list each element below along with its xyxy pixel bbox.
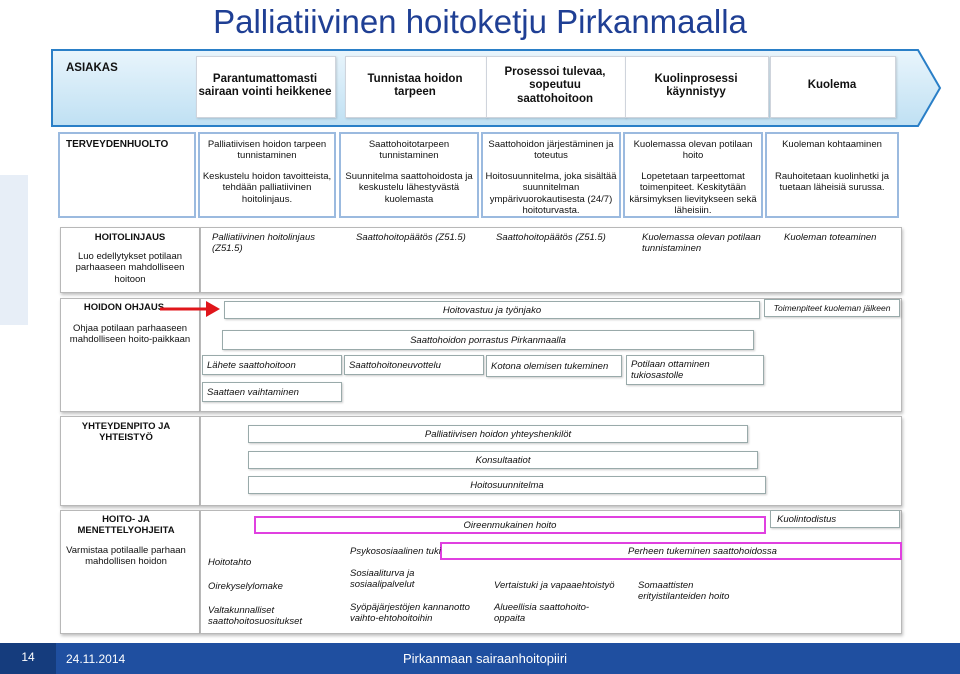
kotona-bar: Kotona olemisen tukeminen — [486, 355, 622, 377]
asiakas-stage-1: Parantumattomasti sairaan vointi heikkenee — [198, 72, 332, 98]
hoitolinjaus-item-2: Saattohoitopäätös (Z51.5) — [356, 232, 466, 243]
yhteydenpito-label: YHTEYDENPITO JA YHTEISTYÖ — [81, 421, 171, 444]
oireenmukainen-label: Oireenmukainen hoito — [463, 520, 557, 531]
hoitolinjaus-item-1: Palliatiivinen hoitolinjaus (Z51.5) — [212, 232, 315, 255]
terveydenhuolto-heading-2: Saattohoitotarpeen tunnistaminen — [368, 139, 450, 162]
hoitolinjaus-item-5: Kuoleman toteaminen — [784, 232, 877, 243]
terveydenhuolto-heading-1: Palliatiivisen hoidon tarpeen tunnistaminen — [207, 139, 327, 162]
terveydenhuolto-label: TERVEYDENHUOLTO — [66, 139, 169, 150]
asiakas-label: ASIAKAS — [66, 62, 118, 74]
asiakas-stage-3: Prosessoi tulevaa, sopeutuu saattohoitoon — [504, 66, 606, 105]
terveydenhuolto-heading-3: Saattohoidon järjestäminen ja toteutus — [488, 139, 614, 162]
terveydenhuolto-text-5: Rauhoitetaan kuolinhetki ja tuetaan läheisiä surussa. — [774, 171, 890, 194]
menetelmat-col1-3: Valtakunnalliset saattohoitosuositukset — [208, 605, 303, 628]
terveydenhuolto-heading-5: Kuoleman kohtaaminen — [782, 139, 882, 150]
menetelmat-col2-1: Psykososiaalinen tuki — [350, 546, 441, 557]
perheen-label: Perheen tukeminen saattohoidossa — [628, 546, 777, 557]
yhteyshenkilot-bar: Palliatiivisen hoidon yhteyshenkilöt — [248, 425, 748, 443]
terveydenhuolto-heading-4: Kuolemassa olevan potilaan hoito — [633, 139, 753, 162]
menetelmat-col3-1: Vertaistuki ja vapaaehtoistyö — [494, 580, 615, 591]
side-decoration — [0, 175, 28, 325]
menetelmat-col4-1: Somaattisten erityistilanteiden hoito — [638, 580, 730, 603]
porrastus-bar: Saattohoidon porrastus Pirkanmaalla — [222, 330, 754, 350]
hoidon-ohjaus-desc: Ohjaa potilaan parhaaseen mahdolliseen hoito-paikkaan — [69, 323, 191, 346]
lahete-bar: Lähete saattohoitoon — [202, 355, 342, 375]
hoitolinjaus-label: HOITOLINJAUS — [94, 232, 166, 243]
page-title: Palliatiivinen hoitoketju Pirkanmaalla — [213, 3, 747, 40]
terveydenhuolto-text-2: Suunnitelma saattohoidosta ja keskustelu lähestyvästä kuolemasta — [345, 171, 473, 205]
footer-date: 24.11.2014 — [66, 652, 126, 666]
asiakas-stage-5: Kuolema — [807, 79, 857, 92]
menetelmat-col3-2: Alueellisia saattohoito-oppaita — [494, 602, 590, 625]
konsultaatiot-bar: Konsultaatiot — [248, 451, 758, 469]
pointer-arrow-icon — [158, 299, 222, 319]
hoitovastuu-bar: Hoitovastuu ja työnjako — [224, 301, 760, 319]
asiakas-stage-4: Kuolinprosessi käynnistyy — [654, 72, 738, 98]
asiakas-stage-2: Tunnistaa hoidon tarpeen — [367, 72, 463, 98]
neuvottelu-bar: Saattohoitoneuvottelu — [344, 355, 484, 375]
saattaen-bar: Saattaen vaihtaminen — [202, 382, 342, 402]
hoitolinjaus-desc: Luo edellytykset potilaan parhaaseen mahdolliseen hoitoon — [75, 251, 185, 285]
menetelmat-label: HOITO- JA MENETTELYOHJEITA — [77, 514, 175, 537]
tukiosasto-bar: Potilaan ottaminen tukiosastolle — [626, 355, 764, 385]
toimenpiteet-bar: Toimenpiteet kuoleman jälkeen — [764, 299, 900, 317]
kuolintodistus-bar: Kuolintodistus — [770, 510, 900, 528]
footer-organization: Pirkanmaan sairaanhoitopiiri — [403, 651, 568, 666]
menetelmat-col1-2: Oirekyselylomake — [208, 581, 283, 592]
terveydenhuolto-text-1: Keskustelu hoidon tavoitteista, tehdään palliatiivinen hoitolinjaus. — [202, 171, 332, 205]
menetelmat-col1-1: Hoitotahto — [208, 557, 252, 568]
terveydenhuolto-text-4: Lopetetaan tarpeettomat toimenpiteet. Keskitytään kärsimyksen lievitykseen sekä läheisiin. — [629, 171, 757, 217]
hoitolinjaus-item-3: Saattohoitopäätös (Z51.5) — [496, 232, 606, 243]
hoidon-ohjaus-label: HOIDON OHJAUS — [83, 302, 165, 313]
menetelmat-col2-3: Syöpäjärjestöjen kannanotto vaihto-ehtohoitoihin — [350, 602, 470, 625]
terveydenhuolto-text-3: Hoitosuunnitelma, joka sisältää suunnitelman ympärivuorokautisesta (24/7) hoitoturvasta. — [485, 171, 617, 217]
hoitosuunnitelma-bar: Hoitosuunnitelma — [248, 476, 766, 494]
footer-page-number: 14 — [21, 650, 35, 664]
menetelmat-col2-2: Sosiaaliturva ja sosiaalipalvelut — [350, 568, 415, 591]
hoitolinjaus-item-4: Kuolemassa olevan potilaan tunnistaminen — [642, 232, 761, 255]
menetelmat-desc: Varmistaa potilaalle parhaan mahdollisen hoidon — [66, 545, 186, 568]
